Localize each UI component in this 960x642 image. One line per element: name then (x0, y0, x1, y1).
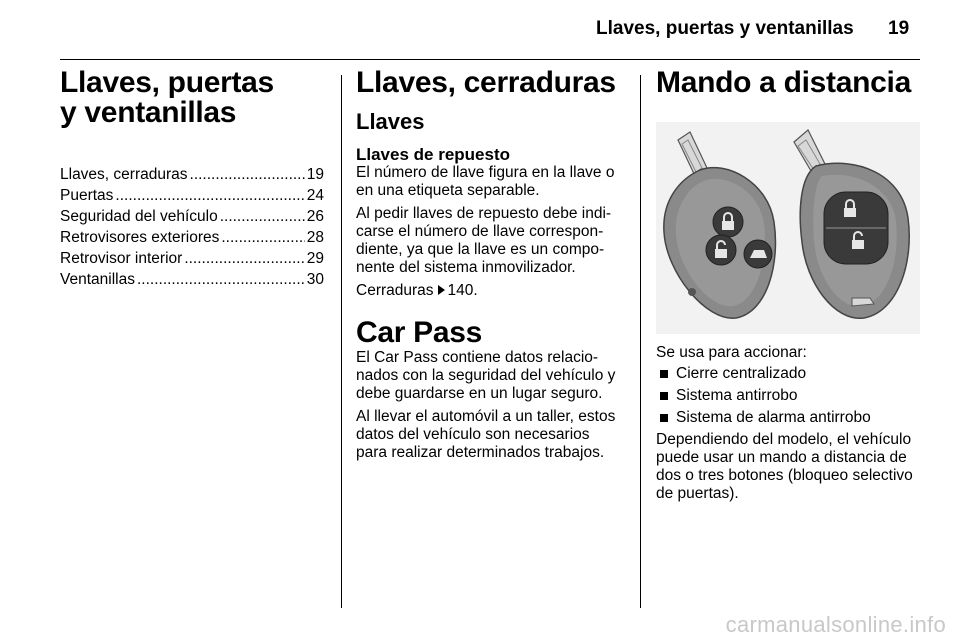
toc-entry[interactable]: Llaves, cerraduras ..... 19 (60, 166, 324, 184)
running-header-title: Llaves, puertas y ventanillas (596, 18, 854, 39)
remote-control-column (656, 68, 924, 503)
locks-reference: Cerraduras 140. (356, 282, 478, 299)
remote-paragraph: Dependiendo del modelo, el vehículo puede usar un mando a distancia de dos o tres botones (bloqueo selectivo de puertas). (656, 431, 913, 502)
header-rule (60, 59, 920, 60)
toc-entry[interactable]: Ventanillas ..... 30 (60, 271, 324, 289)
column-divider-1 (341, 75, 342, 608)
spare-keys-paragraph-2: Al pedir llaves de repuesto debe indi- carse el número de llave correspon- diente, ya que la llave es un compo- nente del sistema inmovilizador. (356, 205, 612, 276)
remote-intro: Se usa para accionar: (656, 344, 807, 361)
toc-entry[interactable]: Retrovisores exteriores ..... 28 (60, 229, 324, 247)
list-item: Cierre centralizado (656, 365, 924, 383)
table-of-contents (60, 166, 324, 289)
list-item: Sistema antirrobo (656, 387, 924, 405)
section-title: Llaves, cerraduras (356, 66, 616, 99)
page-number: 19 (888, 18, 910, 39)
page-reference-icon (438, 285, 445, 295)
list-item: Sistema de alarma antirrobo (656, 409, 924, 427)
car-pass-paragraph-1: El Car Pass contiene datos relacio- nados con la seguridad del vehículo y debe guardarse en un lugar seguro. (356, 349, 616, 402)
remote-control-heading: Mando a distancia (656, 66, 911, 99)
subsection-title: Llaves (356, 109, 425, 134)
locks-page-link[interactable]: 140. (447, 282, 478, 299)
remote-functions-list (656, 365, 924, 427)
toc-entry[interactable]: Retrovisor interior ..... 29 (60, 250, 324, 268)
keys-locks-column (356, 68, 624, 462)
car-pass-paragraph-2: Al llevar el automóvil a un taller, estos datos del vehículo son necesarios para realizar determinados trabajos. (356, 408, 616, 461)
watermark: carmanualsonline.info (725, 612, 946, 637)
chapter-column (60, 68, 324, 292)
toc-entry[interactable]: Puertas ..... 24 (60, 187, 324, 205)
remote-keys-illustration (656, 122, 920, 334)
bullet-icon (660, 392, 668, 400)
toc-entry[interactable]: Seguridad del vehículo ..... 26 (60, 208, 324, 226)
bullet-icon (660, 370, 668, 378)
bullet-icon (660, 414, 668, 422)
chapter-title: Llaves, puertas y ventanillas (60, 66, 274, 129)
car-pass-heading: Car Pass (356, 316, 483, 349)
spare-keys-paragraph-1: El número de llave figura en la llave o en una etiqueta separable. (356, 164, 615, 199)
column-divider-2 (640, 75, 641, 608)
spare-keys-heading: Llaves de repuesto (356, 145, 511, 164)
